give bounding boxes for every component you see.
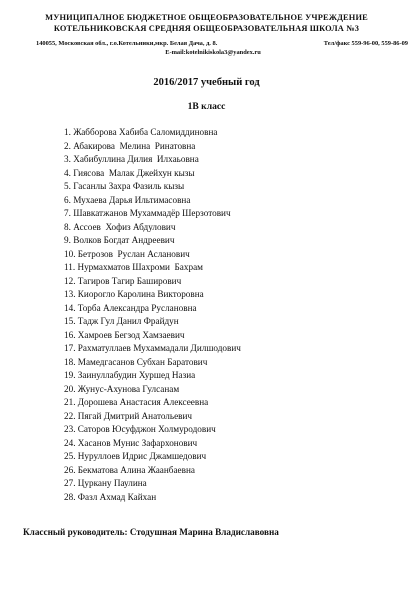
student-item: 17. Рахматуллаев Мухаммадали Дилшодович [64, 343, 241, 353]
header-line-1: МУНИЦИПАЛНОЕ БЮДЖЕТНОЕ ОБЩЕОБРАЗОВАТЕЛЬНОЕ УЧРЕЖДЕНИЕ [45, 13, 368, 22]
student-item: 21. Дорошева Анастасия Алексеевна [64, 397, 209, 407]
school-phone: Тел/факс 559-96-00, 559-86-09 [323, 40, 408, 47]
class-teacher: Классный руководитель: Стодушная Марина Владиславовна [23, 527, 279, 537]
student-item: 4. Гиясова Малак Джейхун кызы [64, 167, 195, 178]
student-item: 19. Заинуллабудин Хуршед Назиа [64, 370, 196, 380]
student-item: 28. Фазл Ахмад Кайхан [64, 491, 157, 502]
student-item: 14. Торба Александра Руслановна [64, 302, 197, 313]
student-item: 12. Тагиров Тагир Баширович [64, 275, 182, 286]
student-item: 15. Тадж Гул Данил Фрайдун [64, 316, 179, 326]
document-header [0, 12, 413, 34]
student-list [64, 126, 241, 504]
contacts-block [36, 40, 408, 57]
student-item: 9. Волков Богдат Андреевич [64, 235, 175, 245]
student-item: 20. Жунус-Ахунова Гулсанам [64, 383, 180, 394]
student-item: 11. Нурмахматов Шахроми Бахрам [64, 262, 203, 272]
student-item: 5. Гасанлы Захра Фазиль кызы [64, 181, 185, 191]
student-item: 23. Саторов Юсуфджон Холмуродович [64, 424, 216, 434]
student-item: 16. Хамроев Бегзод Хамзаевич [64, 329, 185, 340]
student-item: 6. Мухаева Дарья Ильтимасовна [64, 194, 191, 205]
student-item: 13. Киорогло Каролина Викторовна [64, 289, 204, 299]
student-item: 18. Мамедгасанов Субхан Баратович [64, 356, 208, 367]
student-item: 7. Шавкатжанов Мухаммадёр Шерзотович [64, 208, 231, 218]
student-item: 10. Бетрозов Руслан Асланович [64, 248, 190, 259]
class-title: 1В класс [187, 101, 226, 112]
student-item: 22. Пягай Дмитрий Анатольевич [64, 410, 193, 421]
student-item: 27. Цуркану Паулина [64, 478, 147, 488]
student-item: 1. Жабборова Хабиба Саломиддиновна [64, 127, 218, 137]
header-line-2: КОТЕЛЬНИКОВСКАЯ СРЕДНЯЯ ОБЩЕОБРАЗОВАТЕЛЬНАЯ ШКОЛА №3 [53, 24, 360, 33]
student-item: 8. Ассоев Хофиз Абдулович [64, 221, 176, 232]
student-item: 25. Нуруллоев Идрис Джамшедович [64, 451, 207, 461]
student-item: 26. Бекматова Алина Жаанбаевна [64, 464, 195, 475]
student-item: 24. Хасанов Мунис Зафархонович [64, 437, 198, 448]
student-item: 2. Абакирова Мелина Ринатовна [64, 140, 196, 151]
student-item: 3. Хабибуллина Дилия Илхаьовна [64, 154, 199, 164]
school-address: 140055, Московская обл., г.о.Котельники,мкр. Белая Дача, д. 8. [36, 40, 218, 47]
academic-year: 2016/2017 учебный год [153, 77, 260, 88]
school-email: E-mail:kotelnikiskola3@yandex.ru [165, 48, 261, 56]
